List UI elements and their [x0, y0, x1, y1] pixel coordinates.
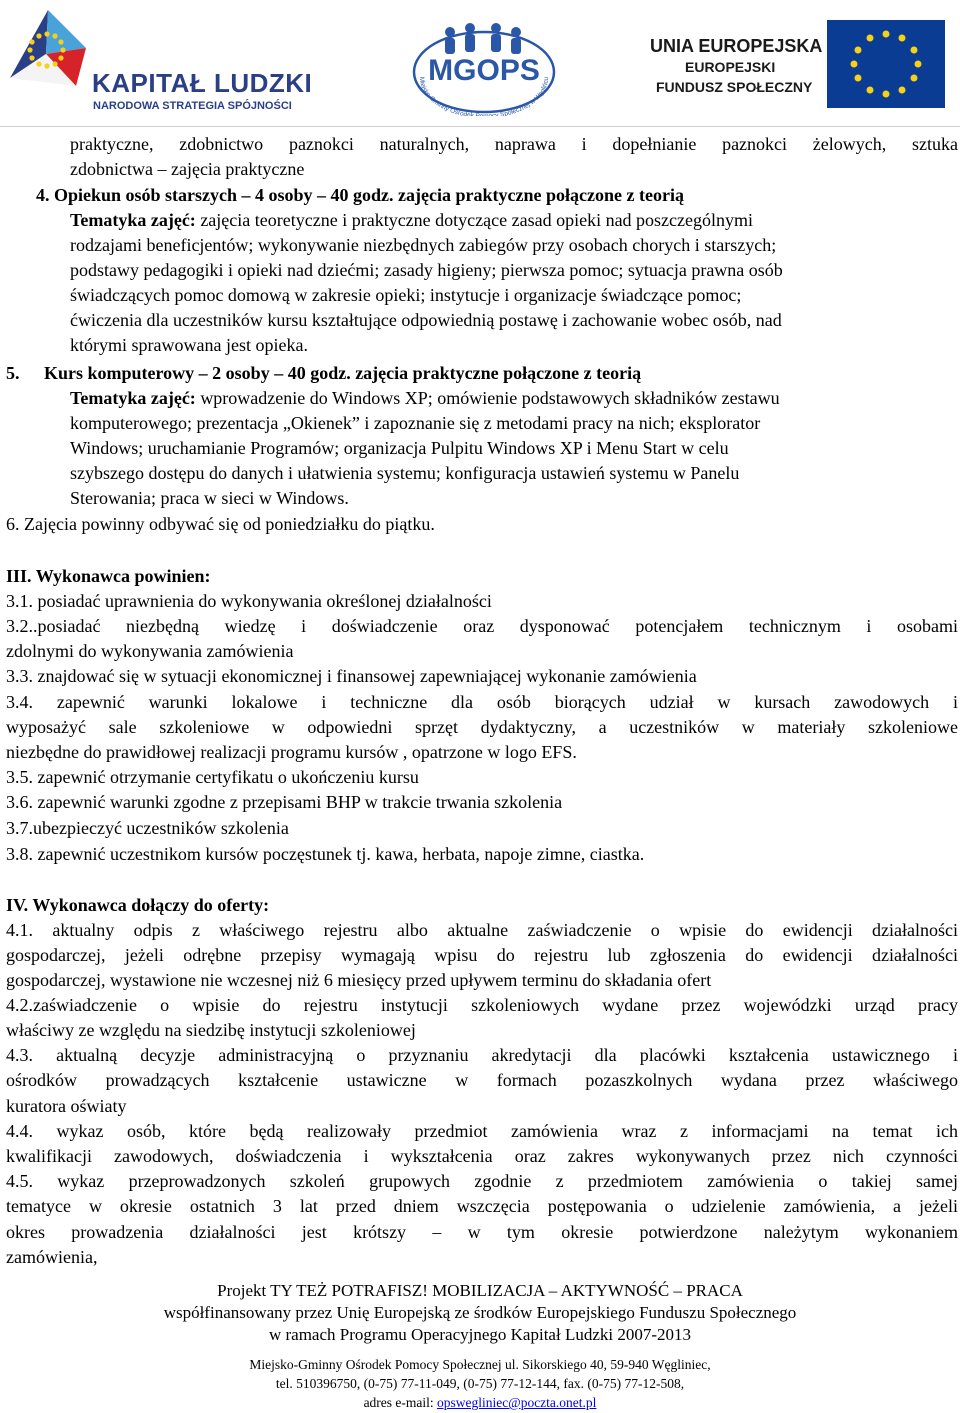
item-4-heading: 4. Opiekun osób starszych – 4 osoby – 40 godz. zajęcia praktyczne połączone z teorią: [36, 185, 684, 205]
req-3-5: 3.5. zapewnić otrzymanie certyfikatu o ukończeniu kursu: [6, 767, 419, 787]
req-3-4-line2: wyposażyć sale szkoleniowe w odpowiedni sprzęt dydaktyczny, a uczestników w materiały szkoleniowe: [6, 717, 958, 737]
doc-4-3-line3: kuratora oświaty: [6, 1096, 127, 1116]
footer-email-label: adres e-mail:: [363, 1395, 438, 1410]
footer-email-line: [0, 1395, 960, 1411]
item-5-topics-line2: komputerowego; prezentacja „Okienek” i zapoznanie się z metodami pracy na nich; eksplorator: [70, 413, 761, 433]
doc-4-1-line2: gospodarczej, jeżeli odrębne przepisy wymagają wpisu do rejestru lub zgłoszenia do ewidencji działalności: [6, 945, 958, 965]
header-divider: [0, 126, 960, 127]
doc-4-1-line3: gospodarczej, wystawione nie wczesnej niż 6 miesięcy przed upływem terminu do składania ofert: [6, 970, 712, 990]
req-3-7: 3.7.ubezpieczyć uczestników szkolenia: [6, 818, 289, 838]
req-3-8: 3.8. zapewnić uczestnikom kursów poczęstunek tj. kawa, herbata, napoje zimne, ciastka.: [6, 844, 645, 864]
mgops-title: MGOPS: [428, 54, 540, 87]
footer-phone: tel. 510396750, (0-75) 77-11-049, (0-75) 77-12-144, fax. (0-75) 77-12-508,: [275, 1376, 685, 1391]
item-5-number: 5.: [6, 363, 20, 383]
eu-flag-icon: [827, 20, 945, 108]
kapital-ludzki-logo: [6, 8, 313, 112]
email-link[interactable]: opswegliniec@poczta.onet.pl: [437, 1395, 597, 1410]
item-4-topics-line3: podstawy pedagogiki i opieki nad dziećmi; zasady higieny; pierwsza pomoc; sytuacja prawna osób: [70, 260, 783, 280]
doc-4-3-line2: ośrodków prowadzących kształcenie ustawiczne w formach pozaszkolnych wydana przez właściwego: [6, 1070, 958, 1090]
topics-label: Tematyka zajęć:: [70, 210, 196, 230]
item-5-topics-line5: Sterowania; praca w sieci w Windows.: [70, 488, 349, 508]
eu-title: UNIA EUROPEJSKA: [650, 36, 823, 56]
item-5-heading: Kurs komputerowy – 2 osoby – 40 godz. zajęcia praktyczne połączone z teorią: [44, 363, 642, 383]
item-4-topics-line2: rodzajami beneficjentów; wykonywanie niezbędnych zabiegów przy osobach chorych i starszych;: [70, 235, 777, 255]
req-3-4-line1: 3.4. zapewnić warunki lokalowe i techniczne dla osób biorących udział w kursach zawodowych i: [6, 692, 958, 712]
kapital-ludzki-subtitle: NARODOWA STRATEGIA SPÓJNOŚCI: [93, 100, 292, 112]
doc-4-4-line2: kwalifikacji zawodowych, doświadczenia i wykształcenia oraz zakres wykonywanych przez nich czynności: [6, 1146, 958, 1166]
doc-4-5-line4: zamówienia,: [6, 1247, 98, 1267]
topics-label: Tematyka zajęć:: [70, 388, 196, 408]
mgops-ring-text: Miejsko-Gminny Ośrodek y Społecznej w Węglińcu: [417, 76, 551, 116]
section-4-heading: IV. Wykonawca dołączy do oferty:: [6, 895, 270, 915]
doc-4-5-line3: okres prowadzenia działalności jest krótszy – w tym okresie potwierdzone należytym wykonaniem: [6, 1222, 958, 1242]
kapital-ludzki-title: KAPITAŁ LUDZKI: [92, 68, 313, 98]
doc-4-5-line2: tematyce w okresie ostatnich 3 lat przed dniem wszczęcia postępowania o udzielenie zamówienia, a jeżeli: [6, 1196, 958, 1216]
req-3-1: 3.1. posiadać uprawnienia do wykonywania określonej działalności: [6, 591, 492, 611]
req-3-3: 3.3. znajdować się w sytuacji ekonomicznej i finansowej zapewniającej wykonanie zamówienia: [6, 666, 697, 686]
doc-4-1-line1: 4.1. aktualny odpis z właściwego rejestru albo aktualne zaświadczenie o wpisie do ewidencji działalności: [6, 920, 958, 940]
eu-subtitle-1: EUROPEJSKI: [685, 59, 776, 75]
footer-address: Miejsko-Gminny Ośrodek Pomocy Społecznej ul. Sikorskiego 40, 59-940 Węgliniec,: [249, 1357, 711, 1372]
doc-4-2-line2: właściwy ze względu na siedzibę instytucji szkoleniowej: [6, 1020, 416, 1040]
page-header: [0, 0, 960, 125]
item-5-topics-line4: szybszego dostępu do danych i ułatwienia systemu; konfiguracja ustawień systemu w Panelu: [70, 463, 740, 483]
paragraph-manicure-line1: praktyczne, zdobnictwo paznokci naturalnych, naprawa i dopełnianie paznokci żelowych, sztuka: [70, 134, 958, 154]
doc-4-3-line1: 4.3. aktualną decyzje administracyjną o przyznaniu akredytacji dla placówki kształcenia ustawicznego i: [6, 1045, 958, 1065]
req-3-6: 3.6. zapewnić warunki zgodne z przepisami BHP w trakcie trwania szkolenia: [6, 792, 563, 812]
doc-4-2-line1: 4.2.zaświadczenie o wpisie do rejestru instytucji szkoleniowych wydane przez wojewódzki urząd pracy: [6, 995, 958, 1015]
footer-project-title: Projekt TY TEŻ POTRAFISZ! MOBILIZACJA – AKTYWNOŚĆ – PRACA: [217, 1281, 743, 1300]
mgops-emblem-icon: [400, 20, 568, 116]
req-3-4-line3: niezbędne do prawidłowej realizacji programu kursów , opatrzone w logo EFS.: [6, 742, 577, 762]
req-3-2-line2: zdolnymi do wykonywania zamówienia: [6, 641, 294, 661]
item-4-topics-line4: świadczących pomoc domową w zakresie opieki; instytucje i organizacje świadczące pomoc;: [70, 285, 742, 305]
doc-4-5-line1: 4.5. wykaz przeprowadzonych szkoleń grupowych zgodnie z przedmiotem zamówienia o takiej samej: [6, 1171, 958, 1191]
eu-logo: [620, 14, 950, 109]
item-5-topics-line1: Tematyka zajęć: wprowadzenie do Windows XP; omówienie podstawowych składników zestawu: [70, 388, 780, 408]
mgops-logo: [400, 20, 568, 116]
item-4-topics-line6: którymi sprawowana jest opieka.: [70, 335, 308, 355]
doc-4-4-line1: 4.4. wykaz osób, które będą realizowały przedmiot zamówienia wraz z informacjami na temat ich: [6, 1121, 958, 1141]
item-6: 6. Zajęcia powinny odbywać się od poniedziałku do piątku.: [6, 514, 435, 534]
item-5-topics-line3: Windows; uruchamianie Programów; organizacja Pulpitu Windows XP i Menu Start w celu: [70, 438, 729, 458]
item-4-topics-line1: Tematyka zajęć: zajęcia teoretyczne i praktyczne dotyczące zasad opieki nad poszczególnymi: [70, 210, 754, 230]
eu-subtitle-2: FUNDUSZ SPOŁECZNY: [656, 79, 813, 95]
section-3-heading: III. Wykonawca powinien:: [6, 566, 211, 586]
item-4-topics-line5: ćwiczenia dla uczestników kursu kształtujące odpowiednią postawę i zachowanie wobec osób, nad: [70, 310, 782, 330]
paragraph-manicure-line2: zdobnictwa – zajęcia praktyczne: [70, 159, 305, 179]
kapital-ludzki-star-icon: [6, 8, 90, 88]
req-3-2-line1: 3.2..posiadać niezbędną wiedzę i doświadczenie oraz dysponować potencjałem technicznym i osobami: [6, 616, 958, 636]
footer-cofinancing: współfinansowany przez Unię Europejską ze środków Europejskiego Funduszu Społecznego: [163, 1303, 797, 1322]
footer-programme: w ramach Programu Operacyjnego Kapitał Ludzki 2007-2013: [268, 1325, 692, 1344]
